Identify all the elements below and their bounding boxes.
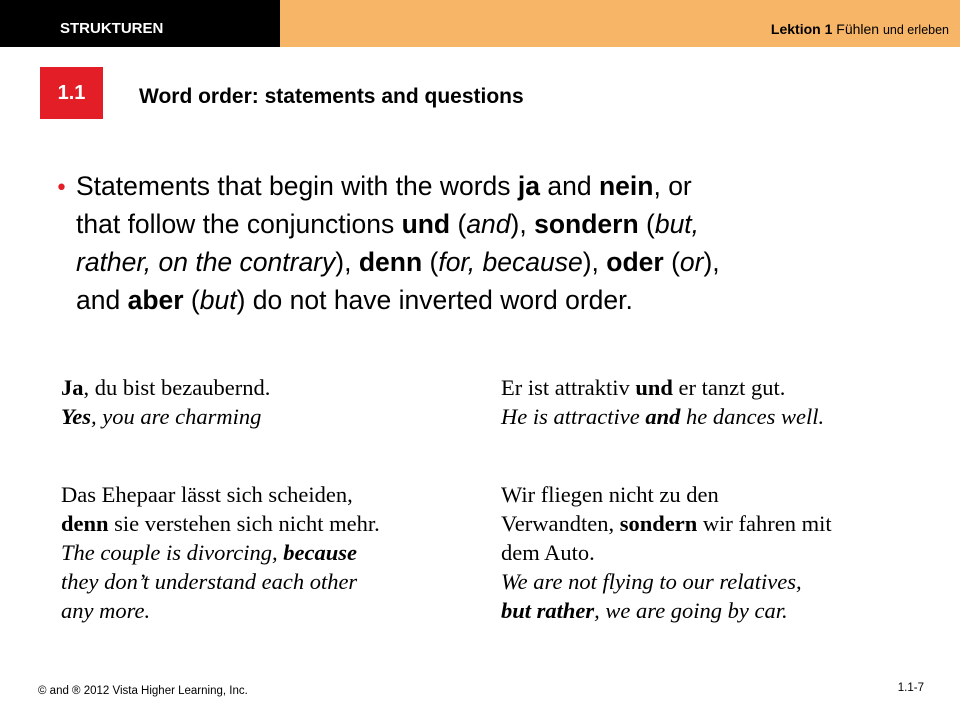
bullet-line <box>76 243 886 281</box>
text-run: ) do not have inverted word order. <box>236 285 633 315</box>
text-run: We are not flying to our relatives, <box>501 569 802 594</box>
bold-term: and <box>645 404 681 429</box>
bold-term: und <box>635 375 673 400</box>
text-run: ), <box>582 247 607 277</box>
example-english-line <box>61 538 380 567</box>
bold-term: nein <box>598 171 654 201</box>
bullet-line <box>76 281 886 319</box>
example-german-line <box>501 373 824 402</box>
text-run: ( <box>183 285 200 315</box>
text-run: that follow the conjunctions <box>76 209 402 239</box>
text-run: and <box>76 285 128 315</box>
text-run: Verwandten, <box>501 511 620 536</box>
bullet-paragraph <box>76 167 886 319</box>
text-run: and <box>466 209 511 239</box>
example-ja <box>61 373 270 431</box>
text-run: or <box>679 247 704 277</box>
text-run: Er ist attraktiv <box>501 375 636 400</box>
example-english-line <box>61 402 270 431</box>
bold-term: sondern <box>619 511 698 536</box>
text-run: Statements that begin with the words <box>76 171 518 201</box>
text-run: ( <box>422 247 439 277</box>
slide-number-badge: 1.1 <box>40 67 103 119</box>
example-german-line <box>501 509 832 538</box>
example-german-line <box>61 509 380 538</box>
text-run: and <box>540 171 599 201</box>
lesson-label <box>771 21 949 37</box>
example-english-line <box>501 567 832 596</box>
lesson-word-2: und erleben <box>882 23 949 37</box>
text-run: ), <box>335 247 359 277</box>
example-denn <box>61 480 380 625</box>
bullet-line <box>76 167 886 205</box>
text-run: rather, on the contrary <box>76 247 336 277</box>
text-run: but, <box>654 209 700 239</box>
bold-term: Ja <box>61 375 84 400</box>
text-run: , du bist bezaubernd. <box>83 375 271 400</box>
bullet-dot-icon: • <box>55 176 68 201</box>
example-english-line <box>61 596 380 625</box>
bold-term: because <box>283 540 357 565</box>
bold-term: sondern <box>534 209 639 239</box>
bold-term: denn <box>358 247 423 277</box>
lesson-prefix: Lektion 1 <box>770 21 833 37</box>
text-run: ( <box>638 209 655 239</box>
text-run: ), <box>703 247 720 277</box>
bold-term: und <box>401 209 451 239</box>
example-english-line <box>501 596 832 625</box>
text-run: for, because <box>438 247 583 277</box>
text-run: The couple is divorcing, <box>61 540 284 565</box>
example-german-line <box>501 480 832 509</box>
lesson-word-1: Fühlen <box>836 21 880 37</box>
text-run: Das Ehepaar lässt sich scheiden, <box>61 482 353 507</box>
text-run: any more. <box>61 598 151 623</box>
bullet-line <box>76 205 886 243</box>
text-run: dem Auto. <box>501 540 595 565</box>
text-run: ( <box>450 209 467 239</box>
example-german-line <box>61 373 270 402</box>
text-run: they don’t understand each other <box>61 569 358 594</box>
bold-term: Yes <box>61 404 91 429</box>
header-bar <box>0 0 960 47</box>
example-sondern <box>501 480 832 625</box>
bold-term: oder <box>606 247 664 277</box>
text-run: , you are charming <box>91 404 262 429</box>
text-run: er tanzt gut. <box>672 375 786 400</box>
example-und <box>501 373 824 431</box>
example-german-line <box>501 538 832 567</box>
text-run: , we are going by car. <box>594 598 788 623</box>
text-run: wir fahren mit <box>697 511 832 536</box>
text-run: He is attractive <box>501 404 646 429</box>
text-run: he dances well. <box>680 404 825 429</box>
bold-term: denn <box>61 511 109 536</box>
bold-term: but rather <box>501 598 595 623</box>
example-german-line <box>61 480 380 509</box>
text-run: Wir fliegen nicht zu den <box>501 482 719 507</box>
slide-title: Word order: statements and questions <box>139 85 524 108</box>
bold-term: ja <box>517 171 541 201</box>
text-run: , or <box>653 171 692 201</box>
page-number: 1.1-7 <box>897 682 924 694</box>
bold-term: aber <box>127 285 184 315</box>
text-run: ), <box>510 209 535 239</box>
text-run: sie verstehen sich nicht mehr. <box>108 511 380 536</box>
section-label: STRUKTUREN <box>60 20 164 37</box>
text-run: ( <box>663 247 680 277</box>
copyright-notice: © and ® 2012 Vista Higher Learning, Inc. <box>38 685 248 697</box>
example-english-line <box>501 402 824 431</box>
text-run: but <box>199 285 237 315</box>
example-english-line <box>61 567 380 596</box>
